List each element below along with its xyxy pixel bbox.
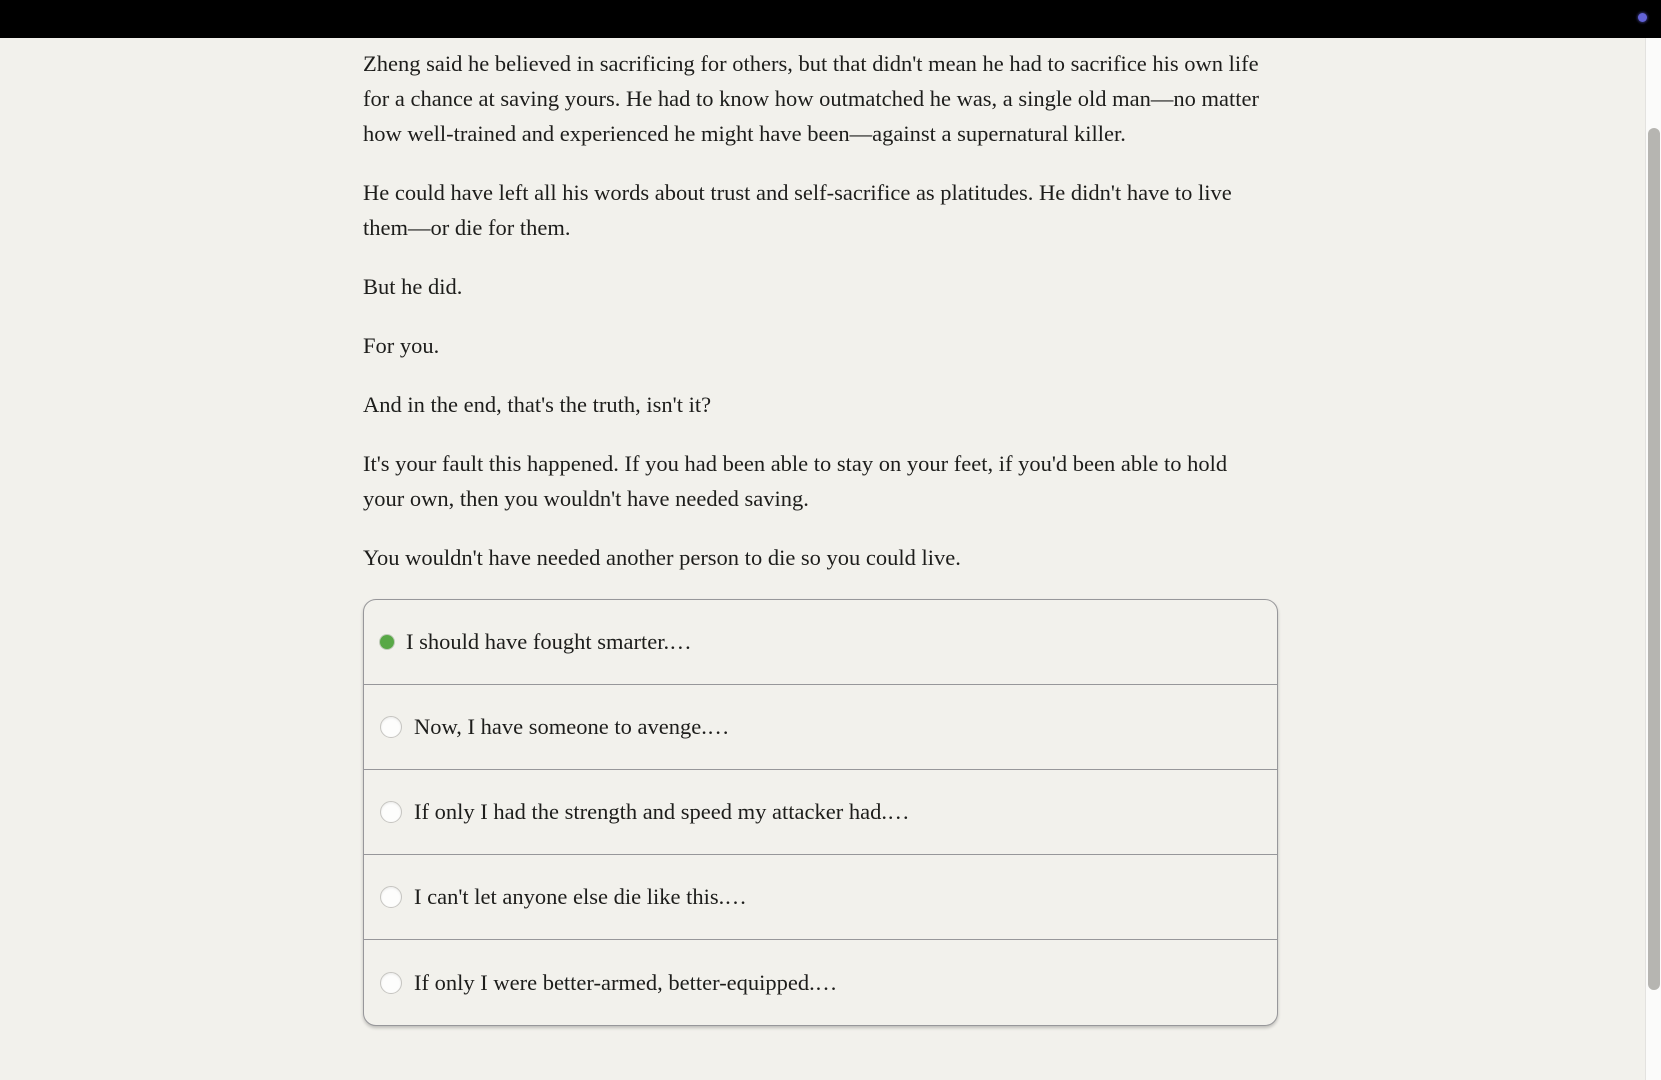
story-paragraph: For you.: [363, 333, 440, 358]
story-paragraph: Zheng said he believed in sacrificing for others, but that didn't mean he had to sacrifice his own life for a chance at saving yours. He had to know how outmatched he was, a single old man—no matter how well-trained and experienced he might have been—against a supernatural killer.: [363, 51, 1260, 146]
choice-label: If only I had the strength and speed my attacker had.…: [414, 799, 910, 824]
story-paragraph: But he did.: [363, 274, 463, 299]
choice-label: Now, I have someone to avenge.…: [414, 714, 730, 739]
choice-option[interactable]: [364, 685, 1277, 770]
story-paragraph: It's your fault this happened. If you had been able to stay on your feet, if you'd been able to hold your own, then you wouldn't have needed saving.: [363, 451, 1228, 511]
radio-button-icon[interactable]: [380, 801, 402, 823]
choice-option[interactable]: [364, 855, 1277, 940]
choice-label: If only I were better-armed, better-equipped.…: [414, 969, 838, 995]
choice-option[interactable]: [364, 940, 1277, 1025]
story-paragraph: And in the end, that's the truth, isn't it?: [363, 392, 712, 417]
choice-option[interactable]: [364, 600, 1277, 685]
story-paragraph: He could have left all his words about trust and self-sacrifice as platitudes. He didn't have to live them—or die for them.: [363, 180, 1232, 240]
choice-option[interactable]: [364, 770, 1277, 855]
choice-list: [363, 599, 1278, 1026]
story-page: [363, 38, 1279, 1026]
scrollbar-thumb[interactable]: [1648, 128, 1660, 990]
radio-button-icon[interactable]: [380, 716, 402, 738]
top-bar: [0, 0, 1661, 38]
story-text: [363, 46, 1279, 575]
choice-label: I should have fought smarter.…: [406, 629, 692, 654]
notification-dot-icon: [1638, 13, 1647, 22]
radio-button-icon[interactable]: [380, 635, 394, 649]
radio-button-icon[interactable]: [380, 886, 402, 908]
choice-label: I can't let anyone else die like this.…: [414, 884, 747, 909]
radio-button-icon[interactable]: [380, 972, 402, 994]
story-paragraph: You wouldn't have needed another person to die so you could live.: [363, 545, 961, 570]
scrollbar-track[interactable]: [1645, 38, 1661, 1080]
